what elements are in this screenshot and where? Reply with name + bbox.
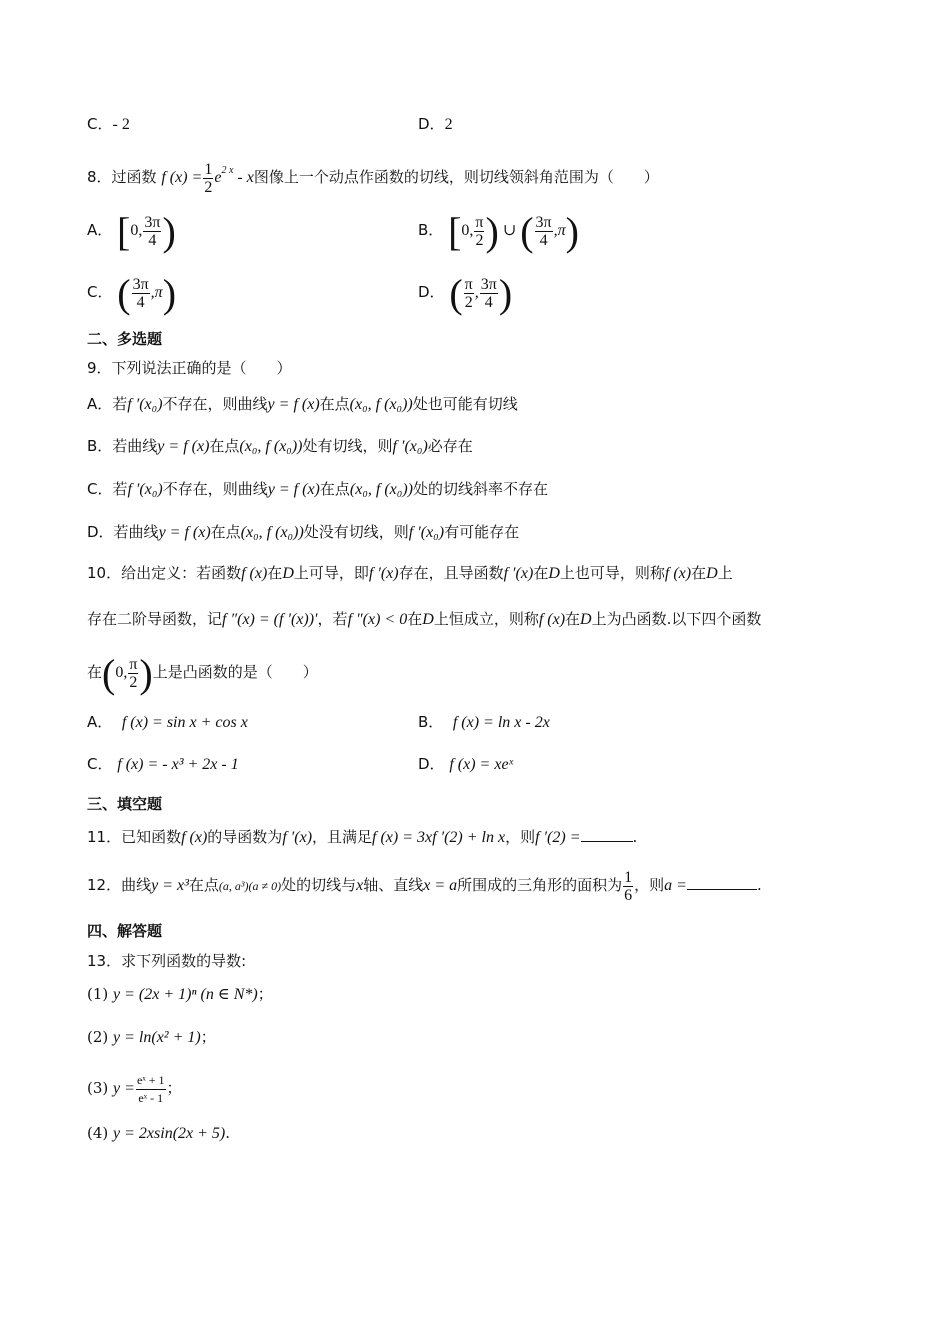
q8-option-a-frac xyxy=(143,214,161,249)
q8-option-c-label: C． xyxy=(87,283,113,301)
q10-fx-2: f (x) xyxy=(664,565,692,582)
q8-option-c-den: 4 xyxy=(136,293,145,311)
q10-t8: 上 xyxy=(717,564,733,582)
q13-p1-label: (1) xyxy=(87,985,109,1003)
q9-b-label: B．若曲线 xyxy=(87,437,158,455)
q9-c-curve: y = f (x) xyxy=(267,481,320,498)
q12-ask: a = xyxy=(664,877,687,894)
q10-d-1: D xyxy=(282,565,294,582)
q9-option-d xyxy=(87,518,519,547)
q11-t2: 的导函数为 xyxy=(207,828,283,846)
q12-area-num: 1 xyxy=(624,868,633,886)
q8-exp-power: 2 x xyxy=(221,165,234,176)
q8-option-d-num2: 3π xyxy=(480,275,497,293)
q12-t5: 所围成的三角形的面积为 xyxy=(457,876,623,894)
q11-t3: ，且满足 xyxy=(312,828,373,846)
q8-option-b-num2: 3π xyxy=(535,213,552,231)
q9-d-zai: 在点 xyxy=(210,523,241,541)
q13-p4-label: (4) xyxy=(87,1124,109,1142)
q12-t1: 12．曲线 xyxy=(87,876,152,894)
q8-option-d-frac1 xyxy=(464,276,474,311)
q8-option-d: D． ( $\frac{\pi}{2}$ , $\frac{3\pi}{4}$ ) xyxy=(418,271,513,316)
q10-t5: 在 xyxy=(533,564,549,582)
q9-option-b xyxy=(87,432,473,461)
section-title-fill-in: 三、填空题 xyxy=(87,795,163,813)
q9-a-point: (x₀, f (x₀)) xyxy=(349,396,413,413)
q7-option-c-value: - 2 xyxy=(112,116,130,133)
q8-stem xyxy=(87,156,659,196)
q10-option-c xyxy=(87,753,239,776)
q8-option-b-label: B． xyxy=(418,221,444,239)
q9-a-end: 处也可能有切线 xyxy=(412,395,518,413)
q10-t4: 存在，且导函数 xyxy=(398,564,504,582)
q13-p4-end: . xyxy=(225,1124,231,1142)
q12-t2: 在点 xyxy=(188,876,219,894)
q10-fpx-1: f ′(x) xyxy=(368,565,399,582)
q7-option-c xyxy=(87,113,130,136)
q8-rest: 图像上一个动点作函数的切线，则切线领斜角范围为（ ） xyxy=(253,168,659,186)
q10-interval-den: 2 xyxy=(129,673,138,691)
q13-p3-end: ； xyxy=(166,1079,182,1097)
q8-option-a-num: 3π xyxy=(144,213,161,231)
q8-option-b: B． [0, $\frac{\pi}{2}$ ) ∪ ( $\frac{3\pi}{4}$ ,π) xyxy=(418,209,579,254)
q8-option-b-pi: ,π xyxy=(553,222,566,239)
q12-area-den: 6 xyxy=(624,886,633,904)
q13-p2-end: ； xyxy=(200,1028,216,1046)
q8-half-fraction xyxy=(203,161,213,196)
q8-option-d-label: D． xyxy=(418,283,445,301)
q8-option-d-frac2 xyxy=(480,276,498,311)
q10-fpx-2: f ′(x) xyxy=(503,565,534,582)
q13-p1-expr: y = (2x + 1)ⁿ (n ∈ N*) xyxy=(113,986,258,1003)
q13-stem: 13．求下列函数的导数: xyxy=(87,952,247,970)
q13-part1 xyxy=(87,983,273,1006)
q13-part2 xyxy=(87,1026,216,1049)
q9-d-curve: y = f (x) xyxy=(158,524,211,541)
q10-interval-zero: 0, xyxy=(115,664,128,681)
q8-option-c-frac xyxy=(132,276,150,311)
q8-option-d-den2: 4 xyxy=(484,293,493,311)
q8-half-num: 1 xyxy=(204,160,213,178)
q10-d-label: D． xyxy=(418,755,445,773)
q11-ask: f ′(2) = xyxy=(535,829,581,846)
q10-t16: 上是凸函数的是（ ） xyxy=(152,663,318,681)
q13-p3-den: eˣ - 1 xyxy=(138,1090,164,1105)
q9-b-mid: 处有切线，则 xyxy=(302,437,393,455)
q10-d-3: D xyxy=(706,565,718,582)
q8-option-a-zero: 0, xyxy=(130,222,143,239)
q11-end: . xyxy=(632,828,638,846)
q8-option-b-zero: 0, xyxy=(461,222,474,239)
q8-option-c: C． ( $\frac{3\pi}{4}$ ,π) xyxy=(87,271,177,316)
q8-option-b-den1: 2 xyxy=(475,231,484,249)
q10-d-expr: f (x) = xeˣ xyxy=(449,756,514,773)
q9-d-end: 有可能存在 xyxy=(444,523,520,541)
q9-b-curve: y = f (x) xyxy=(157,438,210,455)
q13-part4 xyxy=(87,1122,230,1145)
q9-d-mid: 处没有切线，则 xyxy=(303,523,409,541)
q8-option-d-num1: π xyxy=(464,275,473,293)
q9-c-point: (x₀, f (x₀)) xyxy=(349,481,413,498)
q7-option-d-value: 2 xyxy=(444,116,453,133)
q9-a-mid: 不存在，则曲线 xyxy=(162,395,268,413)
q9-a-zai: 在点 xyxy=(319,395,350,413)
q8-option-b-den2: 4 xyxy=(539,231,548,249)
q8-option-c-pi: ,π xyxy=(150,284,163,301)
q10-t14: 上为凸函数.以下四个函数 xyxy=(591,610,762,628)
q8-number: 8． xyxy=(87,168,112,186)
q11-fpx: f ′(x) xyxy=(282,829,313,846)
q9-a-curve: y = f (x) xyxy=(267,396,320,413)
q7-option-d xyxy=(418,113,453,136)
q8-option-b-frac2 xyxy=(535,214,553,249)
q8-exp-base: e xyxy=(214,169,222,186)
q12-answer-blank[interactable] xyxy=(687,875,757,890)
q11-fx: f (x) xyxy=(181,829,208,846)
q10-d-2: D xyxy=(548,565,560,582)
q10-interval-frac xyxy=(128,656,138,691)
q9-d-fprime: f ′(x₀) xyxy=(408,524,445,541)
q13-p2-expr: y = ln(x² + 1) xyxy=(113,1029,201,1046)
q9-a-label: A．若 xyxy=(87,395,128,413)
q10-a-label: A． xyxy=(87,713,113,731)
q10-t15: 在 xyxy=(87,663,103,681)
q10-c-label: C． xyxy=(87,755,113,773)
q10-fpp-def: f ″(x) = (f ′(x))′ xyxy=(222,611,318,628)
section-title-solve: 四、解答题 xyxy=(87,922,163,940)
q10-fx-1: f (x) xyxy=(241,565,268,582)
q10-option-d xyxy=(418,753,513,776)
q13-part3 xyxy=(87,1068,182,1109)
q9-stem: 9．下列说法正确的是（ ） xyxy=(87,359,292,377)
q10-b-label: B． xyxy=(418,713,444,731)
q8-option-b-num1: π xyxy=(475,213,484,231)
q10-line3: 在(0, $\frac{\pi}{2}$ )上是凸函数的是（ ） xyxy=(87,651,318,696)
q12-end: . xyxy=(756,876,762,894)
q9-b-end: 必存在 xyxy=(427,437,473,455)
q10-t13: 在 xyxy=(565,610,581,628)
q12-point: (a, a³)(a ≠ 0) xyxy=(218,879,282,893)
section-title-multi-choice: 二、多选题 xyxy=(87,330,163,348)
q10-fpp-lt: f ″(x) < 0 xyxy=(347,611,408,628)
q10-t11: 在 xyxy=(407,610,423,628)
q8-option-d-den1: 2 xyxy=(464,293,473,311)
q8-lead: 过函数 xyxy=(111,168,157,186)
q13-p3-num: eˣ + 1 xyxy=(136,1072,166,1090)
q13-p1-end: ； xyxy=(257,985,273,1003)
q13-p3-lhs: y = xyxy=(113,1080,135,1097)
q12-curve: y = x³ xyxy=(151,877,189,894)
q8-minus-x: - x xyxy=(233,169,254,186)
q9-option-c xyxy=(87,475,548,504)
q10-c-expr: f (x) = - x³ + 2x - 1 xyxy=(117,756,239,773)
q10-d-4: D xyxy=(422,611,434,628)
q13-p3-label: (3) xyxy=(87,1079,109,1097)
q9-b-zai: 在点 xyxy=(209,437,240,455)
q10-t7: 在 xyxy=(691,564,707,582)
q9-c-end: 处的切线斜率不存在 xyxy=(412,480,548,498)
q9-b-point: (x₀, f (x₀)) xyxy=(239,438,303,455)
q10-t2: 在 xyxy=(267,564,283,582)
q9-c-label: C．若 xyxy=(87,480,128,498)
q11-condition: f (x) = 3xf ′(2) + ln x xyxy=(372,829,506,846)
q9-c-zai: 在点 xyxy=(319,480,350,498)
q8-option-b-union: ∪ xyxy=(502,222,517,239)
q12-t4: 轴、直线 xyxy=(363,876,424,894)
q7-option-d-label: D． xyxy=(418,115,445,133)
q8-option-a: A． [0, $\frac{3\pi}{4}$ ) xyxy=(87,209,176,254)
q8-option-a-label: A． xyxy=(87,221,113,239)
q10-interval-num: π xyxy=(129,655,138,673)
q12-line: x = a xyxy=(423,877,458,894)
q9-b-fprime: f ′(x₀) xyxy=(392,438,428,455)
q8-option-a-den: 4 xyxy=(148,231,157,249)
q7-option-c-label: C． xyxy=(87,115,113,133)
q12-t3: 处的切线与 xyxy=(281,876,357,894)
q10-t1: 10．给出定义：若函数 xyxy=(87,564,242,582)
q9-d-label: D．若曲线 xyxy=(87,523,159,541)
q8-option-c-num: 3π xyxy=(132,275,149,293)
q9-option-a xyxy=(87,390,518,419)
q10-option-b xyxy=(418,711,550,734)
q12 xyxy=(87,868,762,904)
q10-t12: 上恒成立，则称 xyxy=(433,610,539,628)
q11-t4: ，则 xyxy=(505,828,536,846)
q10-option-a xyxy=(87,711,248,734)
q10-line1 xyxy=(87,562,733,585)
q10-t6: 上也可导，则称 xyxy=(559,564,665,582)
q10-a-expr: f (x) = sin x + cos x xyxy=(121,714,248,731)
q13-p3-fraction xyxy=(136,1072,166,1107)
q11-answer-blank[interactable] xyxy=(581,827,633,842)
q9-a-fprime: f ′(x₀) xyxy=(127,396,163,413)
q10-line2 xyxy=(87,608,761,631)
q8-option-b-frac1 xyxy=(474,214,484,249)
q10-t9: 存在二阶导函数，记 xyxy=(87,610,223,628)
q10-d-5: D xyxy=(580,611,592,628)
q8-fx: f (x) = xyxy=(161,169,203,186)
q10-t3: 上可导，即 xyxy=(293,564,369,582)
q10-b-expr: f (x) = ln x - 2x xyxy=(452,714,550,731)
q11 xyxy=(87,826,637,849)
q12-area-fraction xyxy=(623,869,633,904)
q12-x: x xyxy=(356,877,364,894)
q8-half-den: 2 xyxy=(204,178,213,196)
q13-p4-expr: y = 2xsin(2x + 5) xyxy=(113,1125,226,1142)
q9-c-fprime: f ′(x₀) xyxy=(127,481,163,498)
q11-t1: 11．已知函数 xyxy=(87,828,182,846)
q9-c-mid: 不存在，则曲线 xyxy=(162,480,268,498)
q10-fx-3: f (x) xyxy=(538,611,566,628)
q13-p2-label: (2) xyxy=(87,1028,109,1046)
q10-t10: ，若 xyxy=(317,610,348,628)
q9-d-point: (x₀, f (x₀)) xyxy=(240,524,304,541)
q12-t6: ，则 xyxy=(634,876,665,894)
